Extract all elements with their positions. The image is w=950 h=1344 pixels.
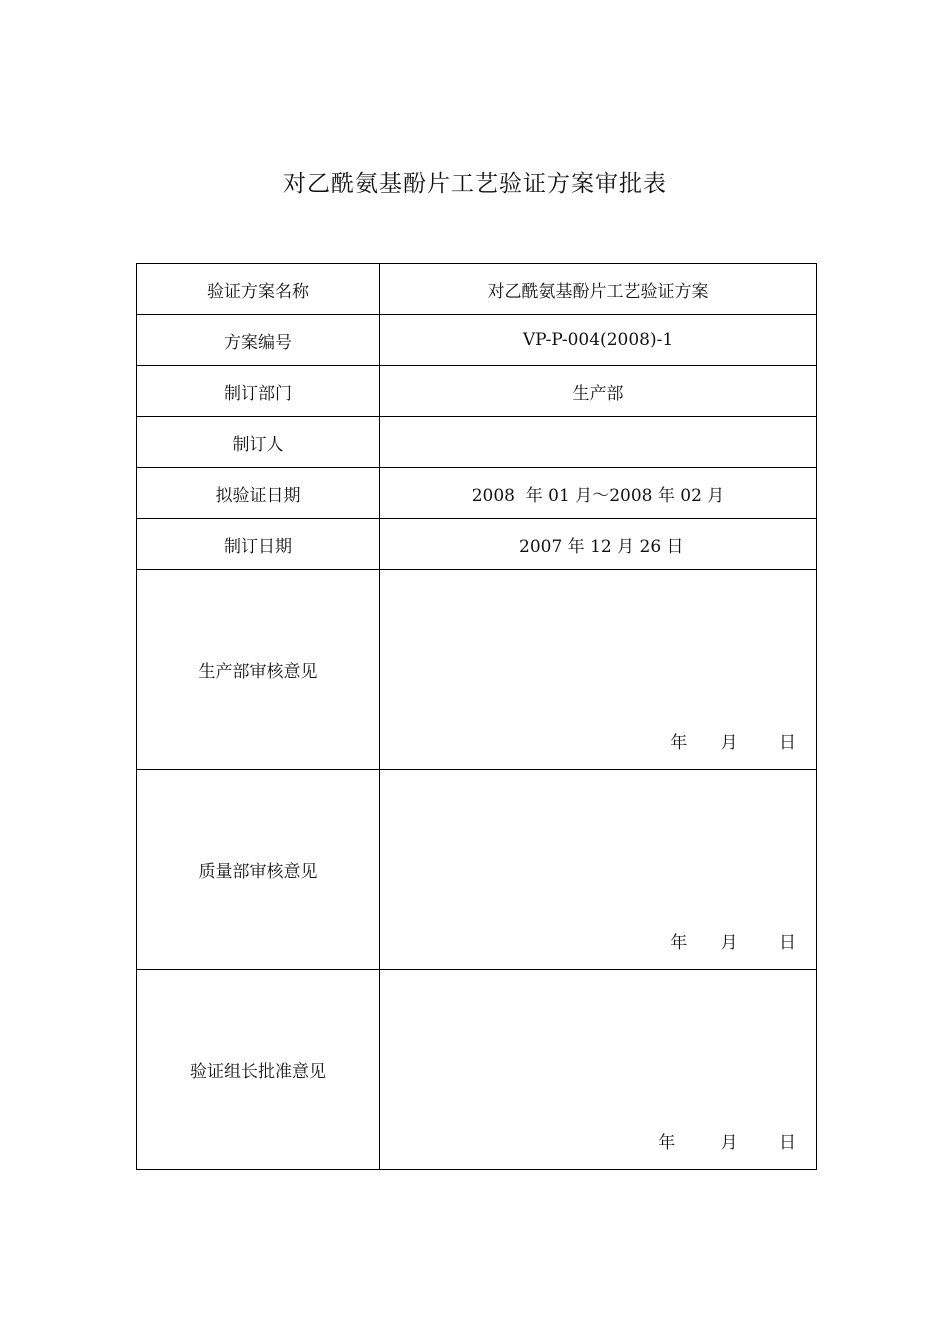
date-month-label: 月 <box>720 733 738 753</box>
table-row <box>137 315 817 366</box>
row-value-scheme-name: 对乙酰氨基酚片工艺验证方案 <box>380 264 817 315</box>
opinion-field-team-leader <box>380 970 817 1170</box>
table-row <box>137 468 817 519</box>
table-row <box>137 970 817 1170</box>
approval-form-table <box>136 263 817 1170</box>
table-row <box>137 519 817 570</box>
table-row <box>137 770 817 970</box>
table-row <box>137 570 817 770</box>
date-month-label: 月 <box>720 1133 738 1153</box>
row-label-creation-date: 制订日期 <box>137 519 380 570</box>
date-year-label: 年 <box>670 933 688 953</box>
document-title: 对乙酰氨基酚片工艺验证方案审批表 <box>283 171 667 197</box>
table-row <box>137 417 817 468</box>
opinion-label-production: 生产部审核意见 <box>137 570 380 770</box>
signature-date-line <box>658 1128 796 1153</box>
row-label-author: 制订人 <box>137 417 380 468</box>
date-month-label: 月 <box>720 933 738 953</box>
row-value-department: 生产部 <box>380 366 817 417</box>
opinion-label-team-leader: 验证组长批准意见 <box>137 970 380 1170</box>
row-value-creation-date: 2007 年 12 月 26 日 <box>380 519 817 570</box>
opinion-label-quality: 质量部审核意见 <box>137 770 380 970</box>
row-value-scheme-number: VP-P-004(2008)-1 <box>380 315 817 366</box>
table-row <box>137 264 817 315</box>
row-label-planned-dates: 拟验证日期 <box>137 468 380 519</box>
date-day-label: 日 <box>779 1133 796 1153</box>
table-row <box>137 366 817 417</box>
row-label-scheme-name: 验证方案名称 <box>137 264 380 315</box>
opinion-field-production <box>380 570 817 770</box>
date-year-label: 年 <box>670 733 688 753</box>
date-day-label: 日 <box>779 933 796 953</box>
row-label-department: 制订部门 <box>137 366 380 417</box>
row-label-scheme-number: 方案编号 <box>137 315 380 366</box>
row-value-planned-dates: 2008 年 01 月～2008 年 02 月 <box>380 468 817 519</box>
signature-date-line <box>670 928 796 953</box>
opinion-field-quality <box>380 770 817 970</box>
signature-date-line <box>670 728 796 753</box>
date-day-label: 日 <box>779 733 796 753</box>
date-year-label: 年 <box>658 1133 676 1153</box>
row-value-author <box>380 417 817 468</box>
